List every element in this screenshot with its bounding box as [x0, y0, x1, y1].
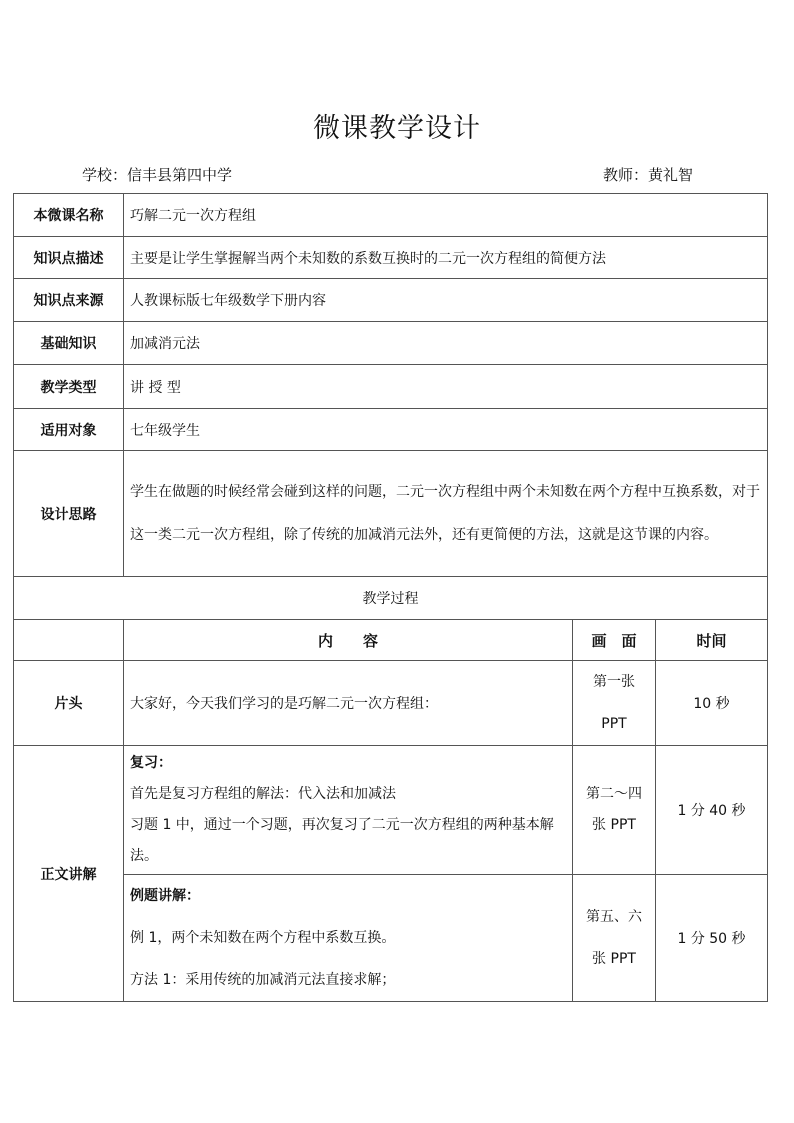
info-label: 知识点描述: [14, 237, 124, 279]
screen-line: 第五、六: [586, 909, 642, 925]
example-screen: [573, 875, 656, 1002]
example-heading: 例题讲解：: [130, 888, 200, 904]
info-row-name: [14, 194, 768, 237]
screen-line: PPT: [601, 716, 627, 732]
info-row-source: [14, 279, 768, 322]
opening-content: 大家好，今天我们学习的是巧解二元一次方程组：: [124, 661, 573, 746]
review-heading: 复习：: [130, 755, 172, 771]
info-value: 主要是让学生掌握解当两个未知数的系数互换时的二元一次方程组的简便方法: [124, 237, 768, 279]
process-header-row: [14, 620, 768, 661]
info-row-description: [14, 237, 768, 279]
teacher-label: 教师：: [603, 166, 649, 184]
example-line: 方法 1：采用传统的加减消元法直接求解；: [130, 972, 396, 988]
school-name: 信丰县第四中学: [127, 166, 233, 184]
opening-row: [14, 661, 768, 746]
info-label: 知识点来源: [14, 279, 124, 322]
info-row-basics: [14, 322, 768, 365]
opening-time: 10 秒: [656, 661, 768, 746]
page-title: 微课教学设计: [313, 113, 481, 144]
screen-line: 张 PPT: [592, 951, 636, 967]
review-line: 习题 1 中，通过一个习题，再次复习了二元一次方程组的两种基本解法。: [130, 817, 554, 864]
example-row: [14, 875, 768, 1002]
info-label: 本微课名称: [14, 194, 124, 237]
school-line: [82, 164, 232, 185]
info-row-type: [14, 365, 768, 409]
info-value: 巧解二元一次方程组: [124, 194, 768, 237]
info-value: 人教课标版七年级数学下册内容: [124, 279, 768, 322]
info-label: 设计思路: [14, 451, 124, 577]
process-title-row: [14, 577, 768, 620]
info-row-design: [14, 451, 768, 577]
process-title: 教学过程: [14, 577, 768, 620]
info-value: 七年级学生: [124, 409, 768, 451]
info-label: 基础知识: [14, 322, 124, 365]
review-row: [14, 746, 768, 875]
body-section-label: 正文讲解: [14, 746, 124, 1002]
opening-label: 片头: [14, 661, 124, 746]
screen-line: 第二～四: [586, 786, 642, 802]
header-screen: 画 面: [573, 620, 656, 661]
header-time: 时间: [656, 620, 768, 661]
teacher-line: [603, 164, 693, 185]
review-screen: [573, 746, 656, 875]
info-row-audience: [14, 409, 768, 451]
screen-line: 张 PPT: [592, 817, 636, 833]
review-time: 1 分 40 秒: [656, 746, 768, 875]
example-time: 1 分 50 秒: [656, 875, 768, 1002]
screen-line: 第一张: [593, 674, 635, 690]
info-label: 教学类型: [14, 365, 124, 409]
teacher-name: 黄礼智: [648, 166, 694, 184]
opening-screen: [573, 661, 656, 746]
example-line: 例 1，两个未知数在两个方程中系数互换。: [130, 930, 396, 946]
info-value: 加减消元法: [124, 322, 768, 365]
header-empty-cell: [14, 620, 124, 661]
review-line: 首先是复习方程组的解法：代入法和加减法: [130, 786, 396, 802]
review-content: [124, 746, 573, 875]
info-value: 讲 授 型: [124, 365, 768, 409]
info-label: 适用对象: [14, 409, 124, 451]
school-label: 学校：: [82, 166, 128, 184]
header-content: 内 容: [124, 620, 573, 661]
lesson-design-table: [13, 193, 768, 1002]
example-content: [124, 875, 573, 1002]
info-value: 学生在做题的时候经常会碰到这样的问题，二元一次方程组中两个未知数在两个方程中互换系数，对于这一类二元一次方程组，除了传统的加减消元法外，还有更简便的方法，这就是这节课的内容。: [124, 451, 768, 577]
